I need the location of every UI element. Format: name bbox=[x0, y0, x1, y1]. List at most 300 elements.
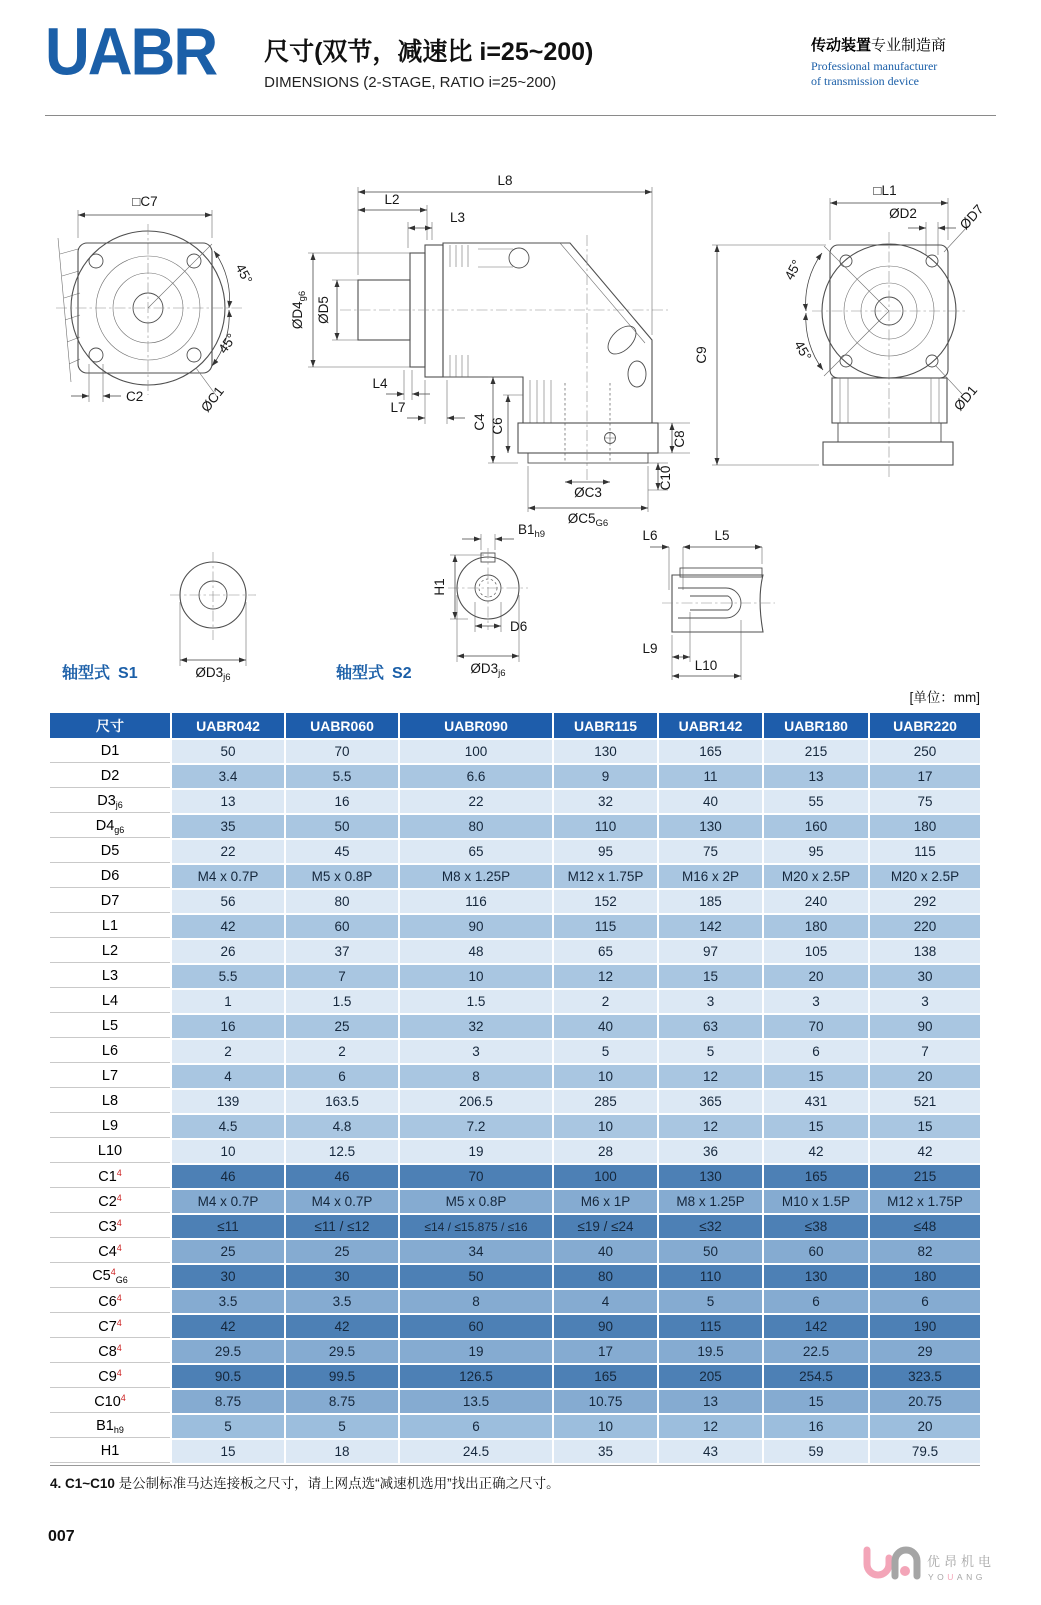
table-cell: 130 bbox=[552, 740, 657, 763]
row-label: L9 bbox=[50, 1115, 170, 1138]
table-cell: 5 bbox=[552, 1040, 657, 1063]
table-cell: 46 bbox=[284, 1165, 398, 1188]
page-header bbox=[45, 15, 996, 91]
column-header-model: UABR060 bbox=[284, 713, 398, 738]
table-row bbox=[50, 1065, 980, 1088]
row-label: $C4^4$ bbox=[50, 1240, 170, 1263]
table-cell: 3 bbox=[762, 990, 868, 1013]
table-cell: 80 bbox=[398, 815, 552, 838]
table-cell: 60 bbox=[284, 915, 398, 938]
table-cell: 20 bbox=[868, 1065, 980, 1088]
table-cell: 152 bbox=[552, 890, 657, 913]
table-cell: 16 bbox=[284, 790, 398, 813]
page-title-cn: 尺寸(双节，减速比 i=25~200) bbox=[264, 38, 594, 66]
table-cell: 323.5 bbox=[868, 1365, 980, 1388]
table-cell: 90 bbox=[868, 1015, 980, 1038]
table-cell: 32 bbox=[398, 1015, 552, 1038]
table-cell: 7.2 bbox=[398, 1115, 552, 1138]
table-cell: M8 x 1.25P bbox=[398, 865, 552, 888]
dim-l4: L4 bbox=[372, 376, 388, 391]
table-cell: ≤19 / ≤24 bbox=[552, 1215, 657, 1238]
table-cell: 80 bbox=[284, 890, 398, 913]
table-row bbox=[50, 1240, 980, 1263]
table-cell: 50 bbox=[657, 1240, 762, 1263]
table-cell: 5 bbox=[657, 1290, 762, 1313]
dim-l8: L8 bbox=[497, 173, 513, 188]
row-label: L1 bbox=[50, 915, 170, 938]
table-cell: 20 bbox=[868, 1415, 980, 1438]
table-cell: 9 bbox=[552, 765, 657, 788]
table-cell: 12 bbox=[657, 1065, 762, 1088]
table-cell: 30 bbox=[170, 1265, 284, 1288]
table-cell: M12 x 1.75P bbox=[868, 1190, 980, 1213]
row-label: $C2^4$ bbox=[50, 1190, 170, 1213]
column-header-model: UABR142 bbox=[657, 713, 762, 738]
table-cell: 6 bbox=[398, 1415, 552, 1438]
table-cell: 12 bbox=[657, 1115, 762, 1138]
table-cell: 180 bbox=[868, 815, 980, 838]
table-cell: 3 bbox=[868, 990, 980, 1013]
series-logo: UABR bbox=[45, 15, 217, 90]
table-cell: 13 bbox=[170, 790, 284, 813]
dim-c7: □C7 bbox=[132, 194, 158, 209]
manufacturer-en bbox=[811, 59, 996, 89]
footnote-ref: 4. C1~C10 bbox=[50, 1476, 115, 1491]
row-label: D5 bbox=[50, 840, 170, 863]
table-cell: 99.5 bbox=[284, 1365, 398, 1388]
table-cell: 12.5 bbox=[284, 1140, 398, 1163]
table-cell: 142 bbox=[657, 915, 762, 938]
table-cell: 18 bbox=[284, 1440, 398, 1463]
dim-d5: ØD5 bbox=[316, 296, 331, 324]
row-label: $C6^4$ bbox=[50, 1290, 170, 1313]
table-cell: 10 bbox=[552, 1415, 657, 1438]
table-cell: 12 bbox=[657, 1415, 762, 1438]
table-row bbox=[50, 1015, 980, 1038]
dim-d2: ØD2 bbox=[889, 206, 917, 221]
table-cell: 3.4 bbox=[170, 765, 284, 788]
table-row bbox=[50, 790, 980, 813]
table-row bbox=[50, 1340, 980, 1363]
row-label: $C9^4$ bbox=[50, 1365, 170, 1388]
table-cell: 55 bbox=[762, 790, 868, 813]
table-row bbox=[50, 890, 980, 913]
dim-c2: C2 bbox=[126, 389, 144, 404]
dim-c9: C9 bbox=[694, 346, 709, 364]
table-row bbox=[50, 1265, 980, 1288]
table-cell: 15 bbox=[762, 1115, 868, 1138]
table-cell: 40 bbox=[657, 790, 762, 813]
table-cell: 431 bbox=[762, 1090, 868, 1113]
table-cell: 28 bbox=[552, 1140, 657, 1163]
table-cell: 8.75 bbox=[284, 1390, 398, 1413]
table-row bbox=[50, 815, 980, 838]
table-cell: 8 bbox=[398, 1065, 552, 1088]
table-cell: 6.6 bbox=[398, 765, 552, 788]
table-cell: 115 bbox=[552, 915, 657, 938]
table-row bbox=[50, 1290, 980, 1313]
column-header-model: UABR042 bbox=[170, 713, 284, 738]
table-cell: 3 bbox=[398, 1040, 552, 1063]
table-cell: M5 x 0.8P bbox=[284, 865, 398, 888]
table-cell: 25 bbox=[284, 1015, 398, 1038]
table-cell: 2 bbox=[170, 1040, 284, 1063]
row-label: D7 bbox=[50, 890, 170, 913]
table-row bbox=[50, 1190, 980, 1213]
table-row bbox=[50, 990, 980, 1013]
shaft-s1-label: 轴型式 S1 bbox=[62, 665, 138, 682]
table-cell: 34 bbox=[398, 1240, 552, 1263]
table-cell: 35 bbox=[170, 815, 284, 838]
table-cell: 130 bbox=[657, 1165, 762, 1188]
table-cell: ≤11 / ≤12 bbox=[284, 1215, 398, 1238]
table-cell: 16 bbox=[170, 1015, 284, 1038]
dim-d6: D6 bbox=[510, 619, 528, 634]
table-cell: 10 bbox=[552, 1115, 657, 1138]
table-cell: 59 bbox=[762, 1440, 868, 1463]
column-header-dim: 尺寸 bbox=[50, 713, 170, 738]
table-cell: 215 bbox=[762, 740, 868, 763]
table-cell: 16 bbox=[762, 1415, 868, 1438]
page-number: 007 bbox=[48, 1528, 75, 1545]
company-logo bbox=[859, 1544, 1029, 1600]
table-row bbox=[50, 1390, 980, 1413]
table-cell: 139 bbox=[170, 1090, 284, 1113]
manufacturer-en-line1: Professional manufacturer bbox=[811, 59, 938, 73]
column-header-model: UABR115 bbox=[552, 713, 657, 738]
table-cell: 12 bbox=[552, 965, 657, 988]
logo-monogram-icon bbox=[867, 1550, 917, 1576]
table-cell: 8 bbox=[398, 1290, 552, 1313]
table-cell: 63 bbox=[657, 1015, 762, 1038]
table-cell: 22 bbox=[398, 790, 552, 813]
table-cell: 1 bbox=[170, 990, 284, 1013]
table-cell: M20 x 2.5P bbox=[762, 865, 868, 888]
table-cell: 100 bbox=[398, 740, 552, 763]
table-cell: 1.5 bbox=[398, 990, 552, 1013]
table-cell: 110 bbox=[657, 1265, 762, 1288]
table-cell: 10 bbox=[398, 965, 552, 988]
table-cell: 2 bbox=[552, 990, 657, 1013]
table-cell: 29.5 bbox=[284, 1340, 398, 1363]
dim-c8: C8 bbox=[672, 430, 687, 448]
table-cell: 206.5 bbox=[398, 1090, 552, 1113]
table-cell: 285 bbox=[552, 1090, 657, 1113]
table-cell: 116 bbox=[398, 890, 552, 913]
row-label: $C7^4$ bbox=[50, 1315, 170, 1338]
table-cell: M4 x 0.7P bbox=[170, 865, 284, 888]
table-row bbox=[50, 1115, 980, 1138]
table-cell: 185 bbox=[657, 890, 762, 913]
table-row bbox=[50, 1165, 980, 1188]
dim-d3-s2: $ØD3_{j6}$ bbox=[470, 661, 506, 679]
table-cell: 17 bbox=[552, 1340, 657, 1363]
table-cell: 25 bbox=[284, 1240, 398, 1263]
table-cell: 15 bbox=[657, 965, 762, 988]
table-cell: 5 bbox=[657, 1040, 762, 1063]
table-cell: 82 bbox=[868, 1240, 980, 1263]
dim-l6: L6 bbox=[642, 528, 658, 543]
table-cell: 90 bbox=[398, 915, 552, 938]
dim-l10: L10 bbox=[694, 658, 718, 673]
table-cell: 4.5 bbox=[170, 1115, 284, 1138]
table-cell: 95 bbox=[762, 840, 868, 863]
table-cell: 5 bbox=[284, 1415, 398, 1438]
table-cell: 29 bbox=[868, 1340, 980, 1363]
table-cell: 60 bbox=[762, 1240, 868, 1263]
table-cell: 115 bbox=[657, 1315, 762, 1338]
table-cell: 19 bbox=[398, 1340, 552, 1363]
dim-c5: $ØC5_{G6}$ bbox=[567, 511, 609, 529]
table-row bbox=[50, 765, 980, 788]
table-cell: 4 bbox=[170, 1065, 284, 1088]
table-cell: 26 bbox=[170, 940, 284, 963]
table-cell: ≤11 bbox=[170, 1215, 284, 1238]
front-view-motor-flange bbox=[694, 183, 987, 480]
row-label: $D4_{g6}$ bbox=[50, 815, 170, 838]
table-cell: 110 bbox=[552, 815, 657, 838]
table-cell: 13 bbox=[657, 1390, 762, 1413]
keyway-side-view bbox=[642, 528, 775, 680]
dim-d7: ØD7 bbox=[956, 201, 987, 233]
table-cell: 60 bbox=[398, 1315, 552, 1338]
row-label: $D3_{j6}$ bbox=[50, 790, 170, 813]
logo-text-en: YOUANG bbox=[928, 1572, 986, 1582]
row-label: D2 bbox=[50, 765, 170, 788]
shaft-type-s2 bbox=[336, 522, 545, 682]
table-cell: M5 x 0.8P bbox=[398, 1190, 552, 1213]
row-label: L8 bbox=[50, 1090, 170, 1113]
table-cell: 100 bbox=[552, 1165, 657, 1188]
table-cell: 8.75 bbox=[170, 1390, 284, 1413]
column-header-model: UABR220 bbox=[868, 713, 980, 738]
table-cell: 250 bbox=[868, 740, 980, 763]
table-cell: 22.5 bbox=[762, 1340, 868, 1363]
table-cell: 95 bbox=[552, 840, 657, 863]
table-cell: M10 x 1.5P bbox=[762, 1190, 868, 1213]
table-cell: 6 bbox=[284, 1065, 398, 1088]
dim-l1: □L1 bbox=[873, 183, 897, 198]
logo-text-cn: 优昂机电 bbox=[927, 1554, 996, 1569]
table-cell: 240 bbox=[762, 890, 868, 913]
dim-d3-s1: $ØD3_{j6}$ bbox=[195, 665, 231, 683]
table-cell: 10.75 bbox=[552, 1390, 657, 1413]
table-row bbox=[50, 1415, 980, 1438]
dim-angle-bottom: 45° bbox=[215, 330, 240, 357]
table-cell: 3 bbox=[657, 990, 762, 1013]
table-cell: 163.5 bbox=[284, 1090, 398, 1113]
table-cell: 254.5 bbox=[762, 1365, 868, 1388]
table-cell: ≤32 bbox=[657, 1215, 762, 1238]
dim-b1: $B1_{h9}$ bbox=[518, 522, 546, 540]
row-label: D1 bbox=[50, 740, 170, 763]
table-cell: 11 bbox=[657, 765, 762, 788]
table-cell: 205 bbox=[657, 1365, 762, 1388]
table-row bbox=[50, 1440, 980, 1463]
manufacturer-en-line2: of transmission device bbox=[811, 74, 919, 88]
row-label: L2 bbox=[50, 940, 170, 963]
table-cell: 48 bbox=[398, 940, 552, 963]
table-cell: 105 bbox=[762, 940, 868, 963]
table-row bbox=[50, 1140, 980, 1163]
table-cell: 90 bbox=[552, 1315, 657, 1338]
table-cell: 20.75 bbox=[868, 1390, 980, 1413]
row-label: L10 bbox=[50, 1140, 170, 1163]
table-cell: 17 bbox=[868, 765, 980, 788]
table-cell: 365 bbox=[657, 1090, 762, 1113]
table-cell: M20 x 2.5P bbox=[868, 865, 980, 888]
dim-c4: C4 bbox=[472, 413, 487, 431]
table-row bbox=[50, 940, 980, 963]
dim-l7: L7 bbox=[390, 400, 406, 415]
title-block bbox=[264, 32, 593, 91]
row-label: L5 bbox=[50, 1015, 170, 1038]
dim-d1: ØD1 bbox=[950, 382, 981, 414]
table-cell: 80 bbox=[552, 1265, 657, 1288]
table-cell: 97 bbox=[657, 940, 762, 963]
units-label: [单位：mm] bbox=[909, 690, 980, 705]
dim-c10: C10 bbox=[658, 465, 673, 491]
table-cell: 160 bbox=[762, 815, 868, 838]
dim-angle-bottom-right: 45° bbox=[791, 338, 815, 364]
table-header-row bbox=[50, 713, 980, 738]
table-cell: 43 bbox=[657, 1440, 762, 1463]
table-cell: 42 bbox=[284, 1315, 398, 1338]
table-cell: M12 x 1.75P bbox=[552, 865, 657, 888]
row-label: H1 bbox=[50, 1440, 170, 1463]
table-cell: 50 bbox=[170, 740, 284, 763]
table-cell: 15 bbox=[762, 1390, 868, 1413]
table-cell: 70 bbox=[398, 1165, 552, 1188]
table-cell: 22 bbox=[170, 840, 284, 863]
front-view-output-flange bbox=[56, 194, 255, 415]
table-cell: 15 bbox=[868, 1115, 980, 1138]
table-row bbox=[50, 1315, 980, 1338]
table-cell: 40 bbox=[552, 1015, 657, 1038]
table-row bbox=[50, 740, 980, 763]
table-cell: 79.5 bbox=[868, 1440, 980, 1463]
table-cell: 1.5 bbox=[284, 990, 398, 1013]
row-label: $C5^4_{G6}$ bbox=[50, 1265, 170, 1288]
table-cell: 75 bbox=[868, 790, 980, 813]
table-cell: 7 bbox=[284, 965, 398, 988]
table-cell: 180 bbox=[762, 915, 868, 938]
column-header-model: UABR180 bbox=[762, 713, 868, 738]
table-cell: 19 bbox=[398, 1140, 552, 1163]
row-label: $C8^4$ bbox=[50, 1340, 170, 1363]
table-cell: 45 bbox=[284, 840, 398, 863]
footnote-text: 是公制标准马达连接板之尺寸，请上网点选“减速机选用”找出正确之尺寸。 bbox=[114, 1476, 560, 1491]
table-cell: 6 bbox=[762, 1290, 868, 1313]
table-cell: 138 bbox=[868, 940, 980, 963]
table-cell: 5.5 bbox=[170, 965, 284, 988]
dim-h1: H1 bbox=[432, 578, 447, 596]
table-row bbox=[50, 1090, 980, 1113]
table-cell: ≤14 / ≤15.875 / ≤16 bbox=[398, 1215, 552, 1238]
dim-angle-top: 45° bbox=[232, 261, 256, 287]
shaft-type-s1 bbox=[62, 552, 256, 683]
manufacturer-block bbox=[811, 34, 996, 89]
table-cell: 10 bbox=[552, 1065, 657, 1088]
footnote bbox=[50, 1465, 980, 1492]
table-row bbox=[50, 865, 980, 888]
table-cell: 3.5 bbox=[284, 1290, 398, 1313]
table-cell: 65 bbox=[398, 840, 552, 863]
row-label: D6 bbox=[50, 865, 170, 888]
side-view-right-angle-unit bbox=[290, 173, 690, 529]
table-cell: 40 bbox=[552, 1240, 657, 1263]
row-label: $C1^4$ bbox=[50, 1165, 170, 1188]
table-cell: 36 bbox=[657, 1140, 762, 1163]
table-cell: 220 bbox=[868, 915, 980, 938]
table-cell: 30 bbox=[284, 1265, 398, 1288]
row-label: L7 bbox=[50, 1065, 170, 1088]
table-cell: 46 bbox=[170, 1165, 284, 1188]
table-cell: 56 bbox=[170, 890, 284, 913]
dim-l2: L2 bbox=[384, 192, 400, 207]
dim-l5: L5 bbox=[714, 528, 730, 543]
table-cell: 25 bbox=[170, 1240, 284, 1263]
table-row bbox=[50, 840, 980, 863]
table-cell: 190 bbox=[868, 1315, 980, 1338]
dim-angle-top-right: 45° bbox=[781, 257, 805, 283]
manufacturer-cn-rest: 专业制造商 bbox=[871, 37, 947, 54]
row-label: $C3^4$ bbox=[50, 1215, 170, 1238]
table-cell: 4.8 bbox=[284, 1115, 398, 1138]
row-label: L6 bbox=[50, 1040, 170, 1063]
dim-l3: L3 bbox=[450, 210, 466, 225]
table-row bbox=[50, 915, 980, 938]
table-cell: 42 bbox=[170, 1315, 284, 1338]
dim-c3: ØC3 bbox=[574, 485, 602, 500]
table-cell: 42 bbox=[170, 915, 284, 938]
manufacturer-cn-bold: 传动装置 bbox=[811, 37, 872, 54]
table-cell: 32 bbox=[552, 790, 657, 813]
table-cell: 6 bbox=[762, 1040, 868, 1063]
table-row bbox=[50, 1365, 980, 1388]
table-cell: 3.5 bbox=[170, 1290, 284, 1313]
page-title-en: DIMENSIONS (2-STAGE, RATIO i=25~200) bbox=[264, 74, 557, 91]
table-cell: 35 bbox=[552, 1440, 657, 1463]
table-cell: 142 bbox=[762, 1315, 868, 1338]
table-cell: 165 bbox=[657, 740, 762, 763]
table-cell: 130 bbox=[657, 815, 762, 838]
table-cell: 292 bbox=[868, 890, 980, 913]
table-cell: 126.5 bbox=[398, 1365, 552, 1388]
table-cell: M6 x 1P bbox=[552, 1190, 657, 1213]
dimension-table bbox=[50, 711, 980, 1465]
shaft-s2-label: 轴型式 S2 bbox=[336, 665, 412, 682]
table-cell: 130 bbox=[762, 1265, 868, 1288]
table-cell: 13 bbox=[762, 765, 868, 788]
dim-d4: $ØD4_{g6}$ bbox=[290, 290, 308, 330]
table-cell: M8 x 1.25P bbox=[657, 1190, 762, 1213]
dim-c1: ØC1 bbox=[197, 383, 227, 415]
column-header-model: UABR090 bbox=[398, 713, 552, 738]
table-cell: 5 bbox=[170, 1415, 284, 1438]
table-cell: 42 bbox=[868, 1140, 980, 1163]
table-cell: M16 x 2P bbox=[657, 865, 762, 888]
table-cell: 37 bbox=[284, 940, 398, 963]
table-cell: 165 bbox=[762, 1165, 868, 1188]
table-cell: 29.5 bbox=[170, 1340, 284, 1363]
row-label: L4 bbox=[50, 990, 170, 1013]
row-label: $C10^4$ bbox=[50, 1390, 170, 1413]
manufacturer-cn bbox=[811, 34, 996, 55]
table-cell: 42 bbox=[762, 1140, 868, 1163]
row-label: L3 bbox=[50, 965, 170, 988]
table-cell: 6 bbox=[868, 1290, 980, 1313]
